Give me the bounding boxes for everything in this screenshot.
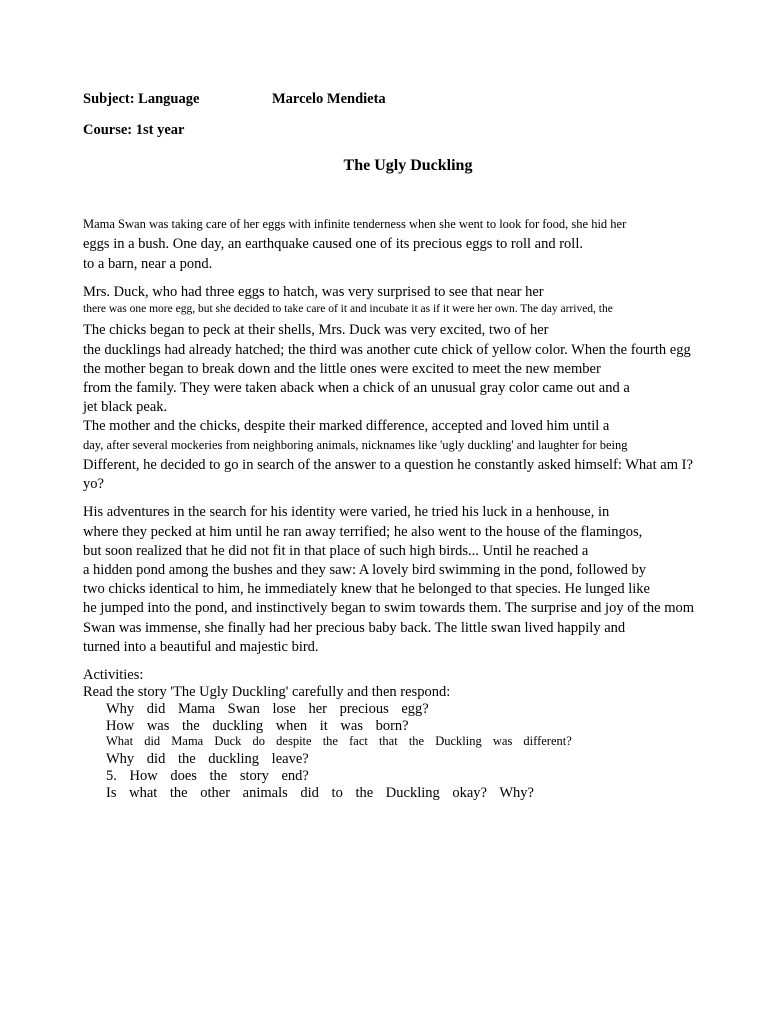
activity-question: What did Mama Duck do despite the fact that the Duckling was different? bbox=[106, 734, 572, 748]
paragraph-2-line: the ducklings had already hatched; the third was another cute chick of yellow color. When the fourth egg bbox=[83, 342, 691, 358]
paragraph-1-line: Mama Swan was taking care of her eggs with infinite tenderness when she went to look for food, she hid her bbox=[83, 217, 627, 231]
paragraph-2-line: The mother and the chicks, despite their marked difference, accepted and loved him until a bbox=[83, 418, 610, 434]
paragraph-3-line: he jumped into the pond, and instinctively began to swim towards them. The surprise and joy of the mom bbox=[83, 600, 695, 616]
paragraph-2-line: the mother began to break down and the little ones were excited to meet the new member bbox=[83, 361, 601, 377]
paragraph-2-line: from the family. They were taken aback when a chick of an unusual gray color came out and a bbox=[83, 380, 630, 396]
paragraph-2-line: Mrs. Duck, who had three eggs to hatch, was very surprised to see that near her bbox=[83, 284, 544, 300]
paragraph-1-line: eggs in a bush. One day, an earthquake caused one of its precious eggs to roll and roll. bbox=[83, 236, 583, 252]
activity-question: Why did Mama Swan lose her precious egg? bbox=[106, 701, 429, 717]
subject-label: Subject: Language bbox=[83, 91, 200, 107]
paragraph-3-line: a hidden pond among the bushes and they saw: A lovely bird swimming in the pond, followed by bbox=[83, 562, 647, 578]
paragraph-2-line: yo? bbox=[83, 476, 104, 492]
paragraph-2-line: The chicks began to peck at their shells, Mrs. Duck was very excited, two of her bbox=[83, 322, 549, 338]
paragraph-2-line: day, after several mockeries from neighboring animals, nicknames like 'ugly duckling' and laughter for being bbox=[83, 438, 628, 452]
paragraph-3-line: but soon realized that he did not fit in that place of such high birds... Until he reached a bbox=[83, 543, 589, 559]
activity-question: How was the duckling when it was born? bbox=[106, 718, 409, 734]
activity-question: Why did the duckling leave? bbox=[106, 751, 309, 767]
paragraph-3-line: Swan was immense, she finally had her precious baby back. The little swan lived happily and bbox=[83, 620, 626, 636]
activities-heading: Activities: bbox=[83, 667, 144, 683]
activity-question: 5. How does the story end? bbox=[106, 768, 309, 784]
paragraph-3-line: His adventures in the search for his identity were varied, he tried his luck in a henhouse, in bbox=[83, 504, 610, 520]
activity-question: Is what the other animals did to the Duckling okay? Why? bbox=[106, 785, 534, 801]
paragraph-1-line: to a barn, near a pond. bbox=[83, 256, 213, 272]
author-name: Marcelo Mendieta bbox=[272, 91, 386, 107]
paragraph-2-line: there was one more egg, but she decided to take care of it and incubate it as if it were her own. The day arrived, the bbox=[83, 303, 613, 315]
paragraph-2-line: Different, he decided to go in search of the answer to a question he constantly asked himself: What am I? bbox=[83, 457, 693, 473]
paragraph-3-line: two chicks identical to him, he immediately knew that he belonged to that species. He lunged like bbox=[83, 581, 650, 597]
activities-instruction: Read the story 'The Ugly Duckling' carefully and then respond: bbox=[83, 684, 451, 700]
paragraph-3-line: turned into a beautiful and majestic bird. bbox=[83, 639, 319, 655]
course-label: Course: 1st year bbox=[83, 122, 185, 138]
paragraph-3-line: where they pecked at him until he ran away terrified; he also went to the house of the flamingos, bbox=[83, 524, 643, 540]
paragraph-2-line: jet black peak. bbox=[83, 399, 168, 415]
document-title: The Ugly Duckling bbox=[343, 157, 473, 174]
